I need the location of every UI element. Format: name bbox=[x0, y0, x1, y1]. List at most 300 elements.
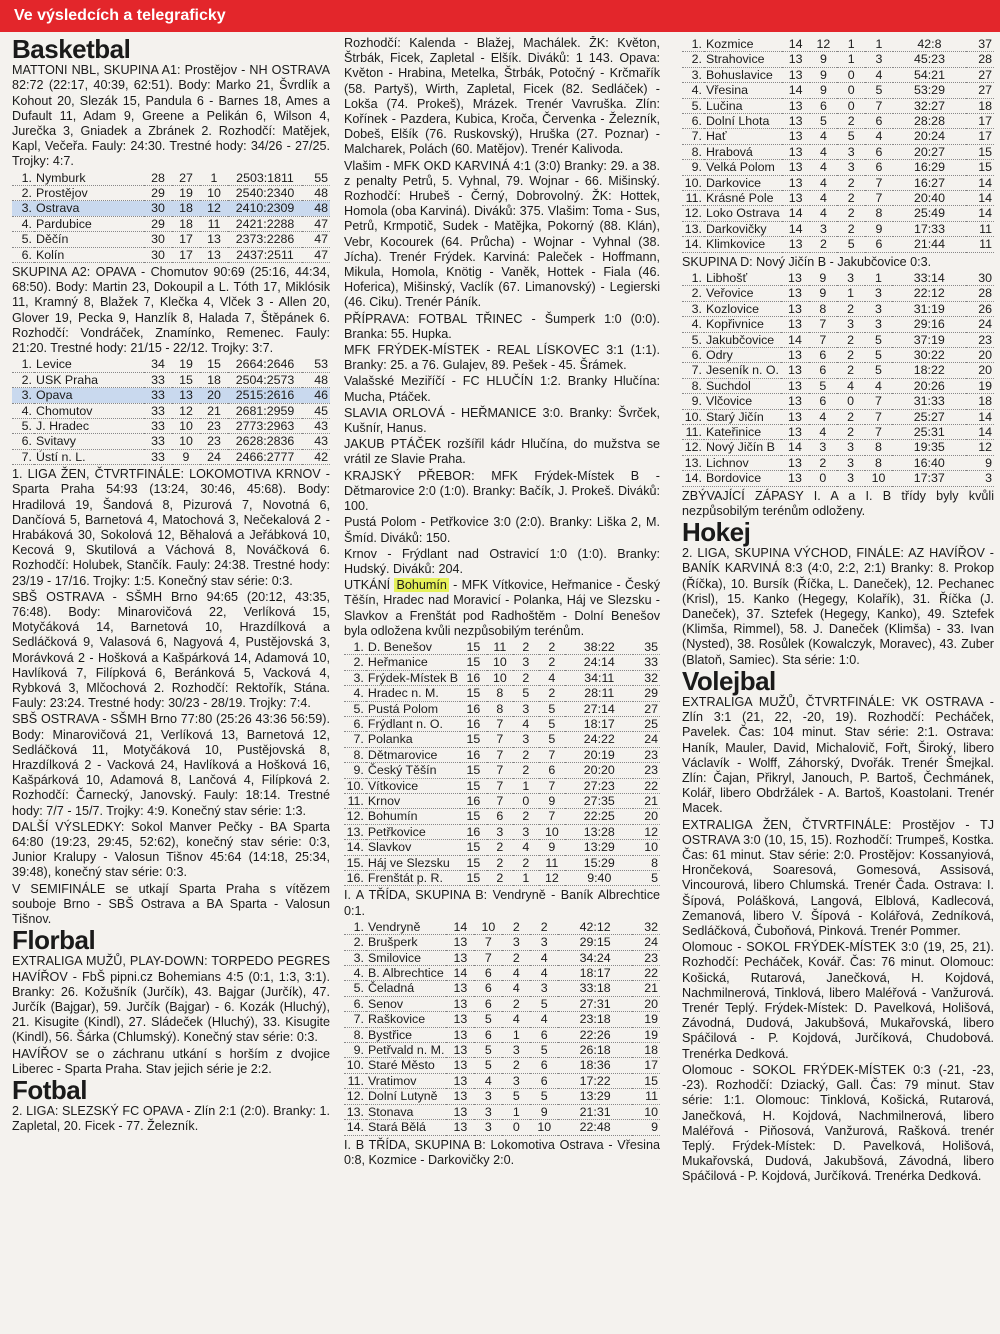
table-cell: 3 bbox=[530, 935, 558, 950]
table-cell: 2 bbox=[837, 424, 865, 439]
table-row bbox=[344, 920, 660, 935]
table-cell: 16:40 bbox=[892, 455, 966, 470]
table-cell: 3 bbox=[837, 144, 865, 159]
paragraph: 2. LIGA, SKUPINA VÝCHOD, FINÁLE: AZ HAVÍŘOV - BANÍK KARVINÁ 8:3 (4:0, 2:2, 2:1) Branky: 8. Prokop (Říčka), 10. Bursík (Říčka, L. Daneček), 12. Pechanec (Krisl), 15. Kanko (Hegegy, Kolařík), 31. Říčka (J. Daneček), 37. Sztefek (Hegegy, Kanko), 49. Sztefek (Klimša, Rimmel), 58. J. Daneček (Klimša) - 33. Ivan (Nysted), 38. Rosůlek (Kowalczyk, Moravec), 43. Zuber (Blatoň, Samiec). Sta série: 1:0. bbox=[682, 546, 994, 667]
table-cell: 33 bbox=[144, 388, 172, 403]
table-row bbox=[12, 403, 330, 418]
table-cell: Hať bbox=[704, 129, 782, 144]
table-cell: 5 bbox=[865, 332, 893, 347]
column-2 bbox=[344, 36, 660, 1334]
table-cell: 6. bbox=[344, 996, 366, 1011]
table-cell: 20 bbox=[966, 363, 994, 378]
table-cell: 13 bbox=[781, 394, 809, 409]
table-cell: 1. bbox=[682, 37, 704, 52]
table-cell: 15 bbox=[460, 855, 487, 870]
table-cell: 7 bbox=[865, 175, 893, 190]
table-cell: Vřesina bbox=[704, 83, 782, 98]
table-cell: 7 bbox=[487, 716, 514, 731]
table-cell: 2 bbox=[837, 221, 865, 236]
table-cell: 6 bbox=[539, 763, 566, 778]
table-cell: 7 bbox=[487, 732, 514, 747]
table-cell: 15 bbox=[460, 686, 487, 701]
table-cell: 3 bbox=[865, 286, 893, 301]
table-cell: 16 bbox=[460, 701, 487, 716]
table-cell: 3 bbox=[513, 824, 539, 839]
table-cell: 32 bbox=[633, 670, 660, 685]
table-cell: 27:23 bbox=[565, 778, 633, 793]
table-cell: 27 bbox=[633, 701, 660, 716]
table-row bbox=[344, 686, 660, 701]
table-cell: 3 bbox=[865, 52, 893, 67]
table-row bbox=[12, 186, 330, 201]
table-row bbox=[344, 1120, 660, 1135]
table-cell: 48 bbox=[302, 372, 330, 387]
table-cell: 2. bbox=[12, 186, 34, 201]
table-cell: 6. bbox=[682, 114, 704, 129]
table-cell: 0 bbox=[837, 98, 865, 113]
table-cell: 3 bbox=[530, 981, 558, 996]
table-row bbox=[344, 966, 660, 981]
table-cell: 1 bbox=[837, 52, 865, 67]
table-cell: 7 bbox=[487, 793, 514, 808]
table-cell: 20:19 bbox=[565, 747, 633, 762]
table-cell: 3 bbox=[810, 221, 838, 236]
heading-fotbal: Fotbal bbox=[12, 1075, 87, 1106]
table-cell: 6 bbox=[810, 98, 838, 113]
table-cell: 3 bbox=[966, 471, 994, 486]
table-cell: 18:22 bbox=[892, 363, 966, 378]
table-cell: 9. bbox=[344, 1043, 366, 1058]
table-cell: Český Těšín bbox=[366, 763, 460, 778]
table-cell: 2 bbox=[837, 191, 865, 206]
table-cell: 3 bbox=[502, 935, 530, 950]
table-cell: 2 bbox=[502, 950, 530, 965]
paragraph: 2. LIGA: SLEZSKÝ FC OPAVA - Zlín 2:1 (2:0). Branky: 1. Zapletal, 20. Ficek - 77. Železník. bbox=[12, 1104, 330, 1134]
table-cell: 2 bbox=[837, 332, 865, 347]
table-cell: 13 bbox=[172, 388, 200, 403]
table-cell: 3 bbox=[837, 317, 865, 332]
table-row bbox=[344, 1089, 660, 1104]
table-cell: Brušperk bbox=[366, 935, 446, 950]
table-cell: 32:27 bbox=[893, 98, 966, 113]
table-cell: 18 bbox=[632, 1043, 660, 1058]
table-cell: 15 bbox=[460, 778, 487, 793]
table-cell: 2 bbox=[502, 1058, 530, 1073]
table-cell: 6. bbox=[12, 247, 34, 262]
table-cell: Veřovice bbox=[704, 286, 781, 301]
table-cell: 15. bbox=[344, 855, 366, 870]
table-cell: 18 bbox=[200, 372, 228, 387]
table-cell: 20 bbox=[633, 809, 660, 824]
table-cell: 7 bbox=[474, 950, 502, 965]
table-cell: 9 bbox=[809, 286, 837, 301]
table-cell: 30 bbox=[144, 247, 172, 262]
table-cell: 13 bbox=[782, 175, 810, 190]
table-cell: 7 bbox=[865, 191, 893, 206]
table-cell: Hrabová bbox=[704, 144, 782, 159]
table-cell: 15 bbox=[460, 655, 487, 670]
table-cell: 7. bbox=[682, 129, 704, 144]
paragraph: Vlašim - MFK OKD KARVINÁ 4:1 (3:0) Branky: 29. a 38. z penalty Petrů, 5. Vyhnal, 79. Wojnar - 66. Mišinský. Rozhodčí: Hrubeš - Černý, Dobrovolný. ŽK: Hottek, Homola (oba Karviná). Diváků: 375. Vlašim: Toma - Sus, Petrů, Krmpotič, Sudek - Matějka, Pokorný (88. Klán), Vebr, Kocourek (64. Průcha) - Wojnar - Vyhnal (38. Jícha). Trenér Frýdek. Karviná: Paleček - Hoffmann, Mikula, Homola, Knötig - Vaněk, Hottek - Fiala (46. Hoferica), Mišinský, Vaclík (67. Limanovský) - Legierski (46. Ciku). Trenér Páník. bbox=[344, 158, 660, 310]
heading-volejbal: Volejbal bbox=[682, 665, 776, 696]
table-cell: 4 bbox=[837, 378, 865, 393]
table-cell: 20:40 bbox=[893, 191, 966, 206]
table-row bbox=[12, 232, 330, 247]
table-cell: 3 bbox=[474, 1120, 502, 1135]
table-cell: 2 bbox=[810, 237, 838, 252]
table-cell: 13:29 bbox=[565, 840, 633, 855]
table-cell: 25:27 bbox=[892, 409, 966, 424]
table-cell: 3 bbox=[865, 301, 893, 316]
table-cell: 3 bbox=[502, 1073, 530, 1088]
table-cell: Děčín bbox=[34, 232, 144, 247]
table-cell: 9 bbox=[632, 1120, 660, 1135]
paragraph: Pustá Polom - Petřkovice 3:0 (2:0). Branky: Liška 2, M. Šmíd. Diváků: 150. bbox=[344, 515, 660, 545]
table-cell: 12 bbox=[633, 824, 660, 839]
table-row bbox=[682, 440, 994, 455]
table-cell: 17:37 bbox=[892, 471, 966, 486]
paragraph: SBŠ OSTRAVA - SŠMH Brno 94:65 (20:12, 43:35, 76:48). Body: Minarovičová 22, Verlíková 15, Motyčáková 14, Barnetová 10, Hrazdílková a Sedláčková 9, Valasová 6, Nagyová 4, Pustějovská 3, Morávková 2 - Hošková a Kašpárková 14, Adamová 10, Havlíková 7, Filípková 6, Beránková 5, Vacková 4, Rybková 3, Mlčochová 2. Rozhodčí: Rektořík, Stána. Fauly: 23:24. Trestné hody: 30/23 - 28/19. Trojky: 7:4. bbox=[12, 589, 330, 711]
table-cell: 8. bbox=[344, 747, 366, 762]
table-cell: 14. bbox=[344, 1120, 366, 1135]
table-row bbox=[682, 37, 994, 52]
table-cell: 23 bbox=[966, 332, 994, 347]
table-cell: Krásné Pole bbox=[704, 191, 782, 206]
table-cell: Pustá Polom bbox=[366, 701, 460, 716]
table-cell: 6 bbox=[530, 1027, 558, 1042]
table-cell: 2 bbox=[539, 655, 566, 670]
table-cell: 21:31 bbox=[558, 1104, 632, 1119]
table-cell: Prostějov bbox=[34, 186, 144, 201]
table-row bbox=[682, 98, 994, 113]
table-cell: Kateřinice bbox=[704, 424, 781, 439]
table-row bbox=[682, 206, 994, 221]
table-cell: 9. bbox=[344, 763, 366, 778]
table-cell: 3 bbox=[513, 655, 539, 670]
table-cell: Bystřice bbox=[366, 1027, 446, 1042]
table-cell: 14. bbox=[344, 840, 366, 855]
table-cell: 19 bbox=[172, 357, 200, 372]
table-cell: 27 bbox=[966, 83, 994, 98]
table-cell: 3 bbox=[837, 271, 865, 286]
table-row bbox=[344, 840, 660, 855]
table-cell: 12 bbox=[810, 37, 838, 52]
table-cell: 22:12 bbox=[892, 286, 966, 301]
table-cell: Stará Bělá bbox=[366, 1120, 446, 1135]
table-row bbox=[344, 855, 660, 870]
table-cell: 2 bbox=[837, 363, 865, 378]
table-cell: 9. bbox=[682, 160, 704, 175]
table-cell: 1 bbox=[502, 1027, 530, 1042]
table-row bbox=[682, 378, 994, 393]
table-cell: 37:19 bbox=[892, 332, 966, 347]
table-row bbox=[344, 778, 660, 793]
table-cell: 7 bbox=[865, 98, 893, 113]
table-cell: 13 bbox=[446, 1058, 474, 1073]
column-1 bbox=[12, 36, 330, 1334]
table-cell: Petřkovice bbox=[366, 824, 460, 839]
table-cell: 28:28 bbox=[893, 114, 966, 129]
table-cell: 22:26 bbox=[558, 1027, 632, 1042]
table-row bbox=[682, 301, 994, 316]
table-cell: 2 bbox=[837, 175, 865, 190]
table-cell: 2 bbox=[513, 809, 539, 824]
table-row bbox=[12, 357, 330, 372]
table-cell: 22 bbox=[632, 966, 660, 981]
table-cell: 7 bbox=[487, 763, 514, 778]
paragraph: V SEMIFINÁLE se utkají Sparta Praha s vítězem souboje Brno - SBŠ Ostrava a BA Sparta - Valosun Tišnov. bbox=[12, 881, 330, 927]
table-cell: 14 bbox=[966, 175, 994, 190]
table-cell: 9 bbox=[810, 83, 838, 98]
table-cell: 4 bbox=[865, 67, 893, 82]
table-cell: 5. bbox=[12, 418, 34, 433]
table-cell: 4. bbox=[682, 317, 704, 332]
table-cell: 2 bbox=[837, 114, 865, 129]
table-cell: 8 bbox=[487, 701, 514, 716]
table-cell: 43 bbox=[302, 418, 330, 433]
table-cell: 3. bbox=[682, 301, 704, 316]
section-header bbox=[0, 0, 1000, 32]
table-cell: 47 bbox=[302, 216, 330, 231]
table-cell: 5 bbox=[810, 114, 838, 129]
table-cell: 9 bbox=[966, 455, 994, 470]
table-cell: 29:16 bbox=[892, 317, 966, 332]
table-cell: 15 bbox=[460, 840, 487, 855]
table-cell: 13 bbox=[446, 981, 474, 996]
table-cell: 13 bbox=[781, 409, 809, 424]
table-row bbox=[682, 191, 994, 206]
table-cell: 10 bbox=[200, 186, 228, 201]
table-cell: 7 bbox=[865, 424, 893, 439]
table-cell: 5 bbox=[865, 363, 893, 378]
table-row bbox=[344, 935, 660, 950]
table-cell: 8 bbox=[809, 301, 837, 316]
table-cell: 3. bbox=[682, 67, 704, 82]
table-cell: 3 bbox=[502, 1043, 530, 1058]
table-cell: 3 bbox=[837, 471, 865, 486]
table-cell: 21 bbox=[633, 793, 660, 808]
table-cell: 48 bbox=[302, 201, 330, 216]
table-cell: 5 bbox=[837, 237, 865, 252]
table-cell: 33 bbox=[633, 655, 660, 670]
table-cell: 24 bbox=[633, 732, 660, 747]
table-cell: 13 bbox=[782, 237, 810, 252]
table-cell: 2 bbox=[487, 855, 514, 870]
table-cell: Strahovice bbox=[704, 52, 782, 67]
table-row bbox=[344, 793, 660, 808]
table-cell: Suchdol bbox=[704, 378, 781, 393]
table-cell: 15 bbox=[460, 871, 487, 886]
table-cell: 5 bbox=[530, 1089, 558, 1104]
table-cell: 14 bbox=[781, 332, 809, 347]
table-cell: 2 bbox=[513, 855, 539, 870]
table-cell: 4. bbox=[682, 83, 704, 98]
table-row bbox=[682, 424, 994, 439]
table-cell: Ostrava bbox=[34, 201, 144, 216]
table-row bbox=[344, 1043, 660, 1058]
table-row bbox=[344, 655, 660, 670]
table-cell: 2466:2777 bbox=[228, 449, 302, 464]
table-cell: 13 bbox=[446, 950, 474, 965]
table-cell: Bohumín bbox=[366, 809, 460, 824]
table-cell: Dolní Lutyně bbox=[366, 1089, 446, 1104]
table-cell: Kolín bbox=[34, 247, 144, 262]
table-cell: 2 bbox=[513, 640, 539, 655]
table-cell: 29:15 bbox=[558, 935, 632, 950]
table-cell: 28 bbox=[966, 286, 994, 301]
table-row bbox=[344, 640, 660, 655]
table-cell: 8. bbox=[344, 1027, 366, 1042]
table-cell: 14 bbox=[782, 37, 810, 52]
table-cell: Nymburk bbox=[34, 171, 144, 186]
table-cell: 24:14 bbox=[565, 655, 633, 670]
table-cell: 17 bbox=[172, 232, 200, 247]
table-cell: Lučina bbox=[704, 98, 782, 113]
table-cell: 18 bbox=[966, 394, 994, 409]
table-row bbox=[682, 471, 994, 486]
table-cell: 5 bbox=[539, 732, 566, 747]
table-cell: 5. bbox=[344, 981, 366, 996]
table-cell: Vendryně bbox=[366, 920, 446, 935]
table-cell: 27:35 bbox=[565, 793, 633, 808]
table-cell: 5 bbox=[530, 996, 558, 1011]
table-cell: 14 bbox=[446, 920, 474, 935]
table-cell: Frenštát p. R. bbox=[366, 871, 460, 886]
table-cell: 12 bbox=[539, 871, 566, 886]
table-cell: 19 bbox=[632, 1027, 660, 1042]
table-cell: 16 bbox=[460, 716, 487, 731]
table-cell: 23 bbox=[633, 747, 660, 762]
table-cell: 11. bbox=[344, 1073, 366, 1088]
table-cell: 14 bbox=[966, 409, 994, 424]
table-cell: 24 bbox=[200, 449, 228, 464]
table-cell: 0 bbox=[837, 394, 865, 409]
table-cell: 6. bbox=[682, 347, 704, 362]
table-cell: Dolní Lhota bbox=[704, 114, 782, 129]
table-cell: 42:8 bbox=[893, 37, 966, 52]
table-cell: 8. bbox=[682, 144, 704, 159]
table-row bbox=[344, 981, 660, 996]
table-row bbox=[12, 418, 330, 433]
table-row bbox=[682, 286, 994, 301]
table-row bbox=[344, 716, 660, 731]
table-cell: Staré Město bbox=[366, 1058, 446, 1073]
table-cell: 17 bbox=[172, 247, 200, 262]
table-cell: 13 bbox=[782, 160, 810, 175]
table-cell: 6 bbox=[809, 394, 837, 409]
table-cell: 5 bbox=[865, 347, 893, 362]
table-cell: 4 bbox=[530, 1012, 558, 1027]
table-cell: 4 bbox=[539, 670, 566, 685]
table-cell: 2540:2340 bbox=[228, 186, 302, 201]
table-cell: 3. bbox=[12, 201, 34, 216]
table-row bbox=[682, 144, 994, 159]
table-cell: 20:27 bbox=[893, 144, 966, 159]
standings-table-a2 bbox=[12, 357, 330, 465]
paragraph: Olomouc - SOKOL FRÝDEK-MÍSTEK 3:0 (19, 25, 21). Rozhodčí: Pecháček, Kovář. Čas: 76 minut. Olomouc: Košická, Rutarová, Janečková, H. Kojdová, Nachmilnerová, Tinklová, libero Maléřová - Vanžurová. Trenér Teplý. Frýdek-Místek: D. Pavelková, Holišová, Závodná, Dudová, Jakubšová, Mukařovská, libero Spáčilová - P. Kojdová, Jurčíková, Chudobová. Trenérka Dedková. bbox=[682, 940, 994, 1061]
table-cell: Bordovice bbox=[704, 471, 781, 486]
table-cell: 22 bbox=[633, 778, 660, 793]
table-row bbox=[344, 1027, 660, 1042]
table-cell: 10 bbox=[172, 418, 200, 433]
table-cell: 5 bbox=[837, 129, 865, 144]
table-cell: 33:14 bbox=[892, 271, 966, 286]
table-cell: 9 bbox=[530, 1104, 558, 1119]
table-cell: Starý Jičín bbox=[704, 409, 781, 424]
paragraph: JAKUB PTÁČEK rozšířil kádr Hlučína, do mužstva se vrátil ze Slavie Praha. bbox=[344, 437, 660, 467]
paragraph: Krnov - Frýdlant nad Ostravicí 1:0 (1:0). Branky: Hudský. Diváků: 204. bbox=[344, 546, 660, 576]
table-cell: 7 bbox=[809, 332, 837, 347]
table-cell: 2 bbox=[837, 409, 865, 424]
table-cell: 53:29 bbox=[893, 83, 966, 98]
table-row bbox=[12, 372, 330, 387]
paragraph: SLAVIA ORLOVÁ - HEŘMANICE 3:0. Branky: Švrček, Kušnír, Hanus. bbox=[344, 405, 660, 436]
table-cell: 6. bbox=[12, 434, 34, 449]
table-cell: 2504:2573 bbox=[228, 372, 302, 387]
table-cell: Frýdlant n. O. bbox=[366, 716, 460, 731]
table-cell: Dětmarovice bbox=[366, 747, 460, 762]
table-cell: 28:11 bbox=[565, 686, 633, 701]
table-row bbox=[344, 732, 660, 747]
table-cell: 7. bbox=[344, 1012, 366, 1027]
table-cell: 23 bbox=[633, 763, 660, 778]
table-cell: 19 bbox=[632, 1012, 660, 1027]
table-cell: 14 bbox=[966, 206, 994, 221]
table-cell: 13 bbox=[446, 1027, 474, 1042]
table-cell: 6 bbox=[865, 144, 893, 159]
paragraph: EXTRALIGA MUŽŮ, PLAY-DOWN: TORPEDO PEGRES HAVÍŘOV - FbŠ pipni.cz Bohemians 4:5 (0:1, 1:3, 3:1). Branky: 26. Kožušník (Jurčík), 43. Bajgar (Jurčík), 47. Jurčík (Bajgar), 59. Jurčík (Bajgar) - 6. Kozák (Hluchý), 21. Kisugite (Kindl), 27. Sládeček (Hluchý), 33. Kisugite (Kindl), 56. Šárka (Chlumský). Konečný stav série: 0:3. bbox=[12, 954, 330, 1045]
table-cell: 25:31 bbox=[892, 424, 966, 439]
table-cell: 1. bbox=[12, 171, 34, 186]
table-cell: 0 bbox=[837, 67, 865, 82]
paragraph: EXTRALIGA MUŽŮ, ČTVRTFINÁLE: VK OSTRAVA - Zlín 3:1 (21, 22, -20, 19). Rozhodčí: Pecháček, Pavelek. Čas: 104 minut. Stav série: 2:1. Ostrava: Haník, Mauler, David, Michalovič, Fořt, Široký, libero Václavík - Wolff, Záhorský, Dvořák. Trenér Šmejkal. Zlín: Čajan, Přikryl, Janouch, P. Bartoš, Čechmánek, Kolář, libero Obdržálek - A. Bartoš, Koastolani. Trenér Macek. bbox=[682, 695, 994, 816]
table-row bbox=[682, 67, 994, 82]
table-cell: 24:22 bbox=[565, 732, 633, 747]
table-cell: 10. bbox=[344, 1058, 366, 1073]
table-row bbox=[682, 271, 994, 286]
table-cell: 2 bbox=[837, 301, 865, 316]
table-cell: 2 bbox=[539, 640, 566, 655]
table-cell: Odry bbox=[704, 347, 781, 362]
table-cell: 2437:2511 bbox=[228, 247, 302, 262]
table-cell: 15:29 bbox=[565, 855, 633, 870]
table-cell: 16 bbox=[460, 670, 487, 685]
table-row bbox=[344, 871, 660, 886]
table-cell: Jeseník n. O. bbox=[705, 363, 779, 378]
table-cell: 11 bbox=[632, 1089, 660, 1104]
table-cell: Senov bbox=[366, 996, 446, 1011]
table-cell: 26:18 bbox=[558, 1043, 632, 1058]
table-cell: 2373:2286 bbox=[228, 232, 302, 247]
table-row bbox=[12, 434, 330, 449]
section-header-title: Ve výsledcích a telegraficky bbox=[14, 7, 226, 24]
table-cell: 38:22 bbox=[565, 640, 633, 655]
paragraph: MFK FRÝDEK-MÍSTEK - REAL LÍSKOVEC 3:1 (1:1). Branky: 25. a 76. Gulajev, 89. Pešek - 45. Šrámek. bbox=[344, 343, 660, 373]
table-row bbox=[344, 1058, 660, 1073]
table-cell: 13 bbox=[781, 347, 809, 362]
table-row bbox=[682, 221, 994, 236]
table-cell: 6 bbox=[865, 114, 893, 129]
table-row bbox=[682, 332, 994, 347]
table-cell: 4 bbox=[513, 716, 539, 731]
table-cell: 3 bbox=[837, 160, 865, 175]
table-cell: 3 bbox=[809, 440, 837, 455]
table-cell: 21 bbox=[200, 403, 228, 418]
table-cell: 45 bbox=[302, 403, 330, 418]
table-cell: 27 bbox=[172, 171, 200, 186]
paragraph: I. B TŘÍDA, SKUPINA B: Lokomotiva Ostrava - Vřesina 0:8, Kozmice - Darkovičky 2:0. bbox=[344, 1137, 660, 1167]
table-cell: 2 bbox=[837, 347, 865, 362]
